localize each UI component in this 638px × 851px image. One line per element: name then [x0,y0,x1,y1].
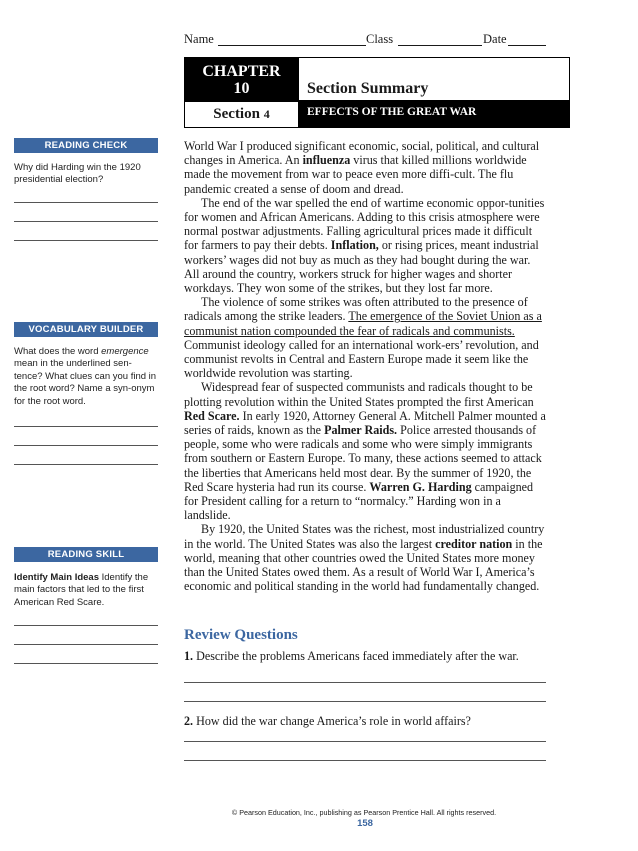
reading-skill-answer-line-3[interactable] [14,663,158,664]
reading-check-answer-line-3[interactable] [14,240,158,241]
section-title-bar [299,101,570,128]
question-2-number: 2. [184,714,194,728]
paragraph-5 [184,522,546,593]
name-blank[interactable] [218,45,366,46]
section-summary-text [184,139,546,594]
p4-text-g: campaigned for President calling for a return to “normalcy.” Harding won in a landslide. [184,479,534,523]
class-label: Class [366,32,394,46]
section-summary-title: Section Summary [307,80,429,97]
underlined-sentence: The emergence of the Soviet Union as a communist nation compounded the fear of radicals and communists. [184,309,542,338]
reading-skill-name: Identify Main Ideas [14,572,99,583]
chapter-label: CHAPTER [202,63,281,80]
reading-check-prompt: Why did Harding win the 1920 presidential election? [14,162,141,186]
p4-text-c: In early 1920, Attorney General A. Mitchell Palmer mounted a series of raids, known as the [184,408,546,438]
date-label: Date [483,32,507,46]
question-1-text: Describe the problems Americans faced immediately after the war. [196,649,519,663]
reading-skill-heading: READING SKILL [14,547,158,562]
section-label: Section [213,106,260,122]
reading-skill-answer-line-1[interactable] [14,625,158,626]
review-questions-title: Review Questions [184,627,298,643]
name-label: Name [184,32,214,46]
term-palmer-raids: Palmer Raids. [324,423,398,438]
paragraph-2 [184,196,546,295]
p1-text-a: World War I produced significant economic, social, political, and cultural changes in America. An [184,139,540,168]
question-1-number: 1. [184,649,194,663]
section-number: 4 [263,107,270,121]
vocab-prompt-word: emergence [101,346,149,357]
paragraph-4 [184,380,546,522]
vocabulary-answer-line-3[interactable] [14,464,158,465]
vocab-prompt-after: mean in the underlined sen-tence? What clues can you find in the root word? Name a syn-onym for the root word. [14,358,157,407]
question-1-answer-line-1[interactable] [184,682,546,683]
section-title: EFFECTS OF THE GREAT WAR [307,106,477,118]
date-blank[interactable] [508,45,546,46]
p2-text-c: or rising prices, meant industrial workers’ wages did not buy as much as they had bought during the war. All around the country, workers struck for higher wages and shorter workdays. They won some of the strikes, but they lost far more. [184,238,539,296]
page-number: 158 [357,818,373,829]
p5-text-c: in the world, meaning that other countries owed the United States more money than the United States owed them. As a result of World War I, America’s economic and political standing in the world had fundamentally changed. [184,536,543,594]
p4-text-a: Widespread fear of suspected communists and radicals thought to be plotting revolution within the United States prompted the first American [184,380,534,409]
question-1-answer-line-2[interactable] [184,701,546,702]
vocabulary-builder-prompt [14,346,160,408]
section-box [184,101,299,128]
reading-check-heading: READING CHECK [14,138,158,153]
reading-check-answer-line-1[interactable] [14,202,158,203]
class-blank[interactable] [398,45,482,46]
term-creditor-nation: creditor nation [435,536,513,551]
question-1 [184,649,546,664]
reading-skill-text: Identify the main factors that led to the first American Red Scare. [14,572,149,608]
question-2-text: How did the war change America’s role in world affairs? [196,714,471,728]
reading-skill-prompt [14,572,160,609]
p5-text-a: By 1920, the United States was the richest, most industrialized country in the world. The United States was also the largest [184,522,545,551]
p3-text-c: Communist ideology called for an international work-ers’ revolution, and communist revolts in Central and Eastern Europe made it seem like the worldwide revolution was starting. [184,337,539,381]
reading-check-answer-line-2[interactable] [14,221,158,222]
term-inflation: Inflation, [330,238,379,253]
term-red-scare: Red Scare. [184,408,240,423]
term-influenza: influenza [302,153,351,168]
p2-text-a: The end of the war spelled the end of wartime economic oppor-tunities for women and African Americans. Adding to this crisis atmosphere were normal postwar adjustments. Falling agricultural prices made it difficult for farmers to pay their debts. [184,195,545,253]
question-2-answer-line-1[interactable] [184,741,546,742]
vocabulary-builder-heading: VOCABULARY BUILDER [14,322,158,337]
p3-text-a: The violence of some strikes was often attributed to the presence of radicals among the strike leaders. [184,295,528,324]
chapter-number: 10 [233,80,250,97]
term-warren-harding: Warren G. Harding [369,479,472,494]
paragraph-1 [184,139,546,196]
p4-text-e: Police arrested thousands of people, some who were radicals and some who were simply immigrants from southern or Eastern Europe. To many, these actions seemed to attack the liberties that Americans held most dear. By the summer of 1920, the Red Scare hysteria had run its course. [184,423,542,494]
copyright-footer: © Pearson Education, Inc., publishing as Pearson Prentice Hall. All rights reserved. [231,808,497,817]
reading-skill-answer-line-2[interactable] [14,644,158,645]
vocabulary-answer-line-2[interactable] [14,445,158,446]
p1-text-c: virus that killed millions worldwide made the movement from war to peace even more diffi-cult. The flu pandemic created a sense of doom and dread. [184,153,527,196]
section-summary-box [299,57,570,101]
question-2-answer-line-2[interactable] [184,760,546,761]
question-2 [184,714,546,729]
vocabulary-answer-line-1[interactable] [14,426,158,427]
vocab-prompt-before: What does the word [14,346,102,357]
chapter-box [184,57,299,101]
paragraph-3 [184,295,546,380]
name-class-date-row [184,32,546,50]
